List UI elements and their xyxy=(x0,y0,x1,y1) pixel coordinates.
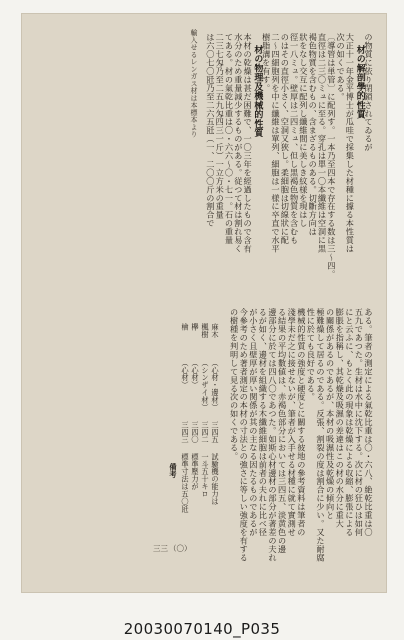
text-line: 邊部分に於ては四八〇であつた。如斯心材邊材の部分が著差の夫れ xyxy=(268,308,278,562)
right-page-caption: 輸入せるレンガス材は本標本より xyxy=(190,29,198,138)
page-content xyxy=(31,23,379,584)
text-line: 狀をなし交互に配列し纖維間に美しき紋様を現はし xyxy=(298,33,309,228)
table-part: （心材） xyxy=(191,359,200,389)
table-note: 一斗五十キロ xyxy=(201,453,210,498)
table-value: 三四二 xyxy=(201,421,210,444)
table-note: 標準寸法は五〇瓩 xyxy=(181,453,190,513)
text-line: 膨脹を指稱し、其乾燥及吸濕の差違はこの材の水分に重大 xyxy=(335,308,346,528)
catalog-number: 20030070140_P035 xyxy=(123,620,281,638)
text-line: 五九であつた。生材は水中に沈下する。次に材の狂ひは如何 xyxy=(354,308,365,537)
text-line: の關係があるのであるが、本材の吸濕性及乾燥の傾向と xyxy=(325,308,336,520)
text-line: が小さく且壁厚が厚い関係が其の主なる因たるものであるが xyxy=(248,308,259,537)
page-number-alt: （〇） xyxy=(169,544,192,553)
text-line: 今參考のため著者測定の本材の寸法との強さに等しい強度を有する xyxy=(239,308,250,562)
table-species: 楓樹 xyxy=(201,323,210,338)
text-line: 大正十一年金平博士が瓜哇で採集した材種に據る本性質は xyxy=(345,33,356,253)
table-part: （シンザイ材） xyxy=(201,359,210,412)
table-value: 三四五 xyxy=(211,421,220,444)
table-species: 欅 xyxy=(191,323,200,331)
table-part: （心材） xyxy=(181,359,190,389)
table-value: 三四三 xyxy=(181,421,190,444)
text-line: 二三七匁乃至二五九匁四三一斤）一立方米の重量 xyxy=(215,33,226,219)
table-species: 麻木 xyxy=(211,323,220,338)
text-line: ある。筆者の測定による氣乾比重は〇・六八、絶乾比重は〇 xyxy=(364,308,374,537)
text-line: 次の如くである。 xyxy=(336,33,347,101)
table-note: 標準壓力が xyxy=(191,453,200,491)
table-part: （心材・邊材） xyxy=(211,359,220,412)
text-line: 直徑は二三〇ミュに至る。穿孔は單一〇本纖維は空洞に黒 xyxy=(317,33,328,253)
text-line: 機械的性質の強度と硬度とに關する彼地の參考資料は筆者の xyxy=(296,308,307,537)
text-line: の樹種を判明して見る次の如くである。 xyxy=(229,308,240,461)
text-line: 徑一八ミュ。壁厚は二四ミュ、但し黒褐色物質を含むも xyxy=(289,33,300,245)
text-line: 二〜四細胞列を中に纖維は單列、細胞は一様に卒直で水平 xyxy=(271,33,281,253)
text-line: のはその直徑小さく、空洞又狹し。柔細胞は切線狀に配 xyxy=(280,33,291,245)
table-note: 試驗機の能力は xyxy=(211,453,220,506)
text-line: 淺學未だ之に接せないが、筆者が入手せる材種に就て實測せ xyxy=(287,308,298,537)
text-line: 樹脂溝を有す。 xyxy=(261,33,272,93)
text-line: 本材の乾燥は甚だ困難で、一〇三年を經過したもので含有 xyxy=(243,33,254,253)
text-line: るが如く、邊材を組織する木纖維細胞は前者の夫れに比べ径 xyxy=(258,308,269,537)
text-line: 〔導管は単管〕に配列す。一本乃至四本で存在する数は三〜四。 xyxy=(326,33,337,279)
text-line: る結果の平均數値は、赤褐色部分においては三四五、淡黄色の邊 xyxy=(277,308,288,554)
text-line: は六〇七〇瓩乃至二六五瓩（一、二〇〇斤の割合で xyxy=(205,33,216,228)
text-line: の物質に依り閉鎖されてゐるが xyxy=(364,33,374,152)
table-value: 三四〇 xyxy=(191,421,200,444)
text-line: 性に於ても良好である。 xyxy=(306,308,317,401)
section-heading: 材の物理及機械的性質 xyxy=(252,45,263,138)
text-line: 極難燥して居るのである。反張、割裂の度は割合に少い。又た耐腐 xyxy=(316,308,326,562)
table-species: 檜 xyxy=(181,323,190,331)
text-line: てある。材の氣乾比重は〇・六六〜〇・七一。石の重量 xyxy=(224,33,235,245)
text-line: 褐色物質を含むもの、含まざるものある。切斷方向は xyxy=(308,33,319,236)
text-line: 水分のため重量減少するものがある。従つて材は割れ易く xyxy=(233,33,244,253)
scanned-page xyxy=(21,13,387,593)
table-notes-label: 備考 xyxy=(169,463,178,478)
section-heading: 材の解剖學的性質 xyxy=(354,45,365,119)
text-line: にと云ふに、もとく此の現象は乾燥による収縮、膨張による xyxy=(344,308,355,537)
page-number: 三三 xyxy=(153,544,168,553)
